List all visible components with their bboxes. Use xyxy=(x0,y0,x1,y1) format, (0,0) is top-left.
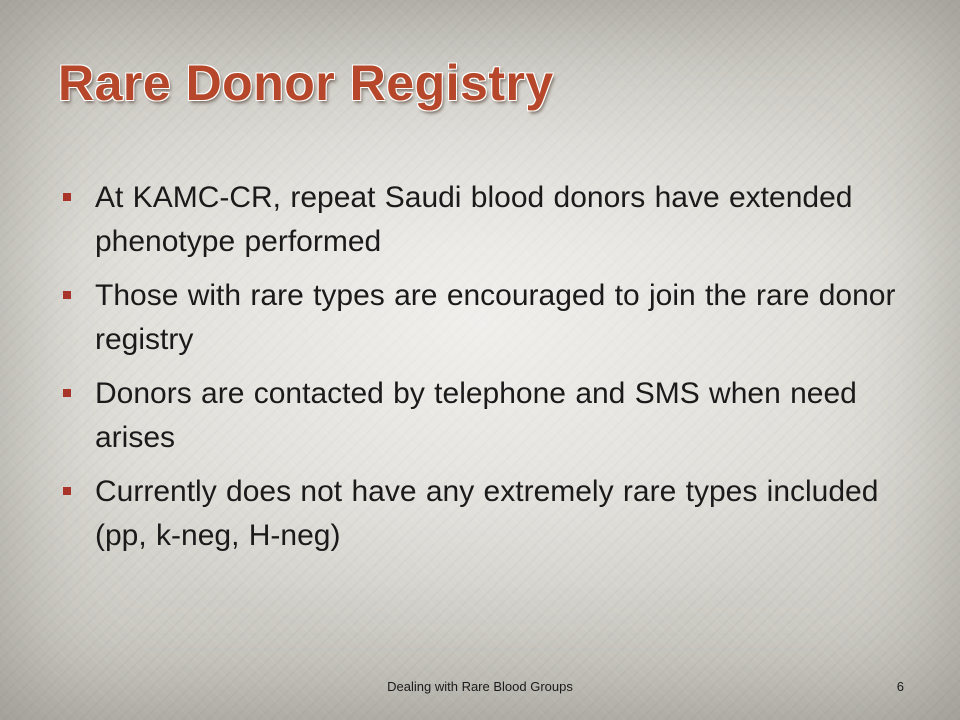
square-bullet-icon xyxy=(63,193,71,201)
bullet-list xyxy=(60,176,910,568)
bullet-text: Donors are contacted by telephone and SMS when need arises xyxy=(95,377,857,454)
bullet-text: Currently does not have any extremely rare types included (pp, k-neg, H-neg) xyxy=(95,475,879,552)
slide-footer: Dealing with Rare Blood Groups xyxy=(387,679,573,694)
bullet-item xyxy=(60,470,910,558)
square-bullet-icon xyxy=(63,487,71,495)
bullet-item xyxy=(60,372,910,460)
bullet-item xyxy=(60,274,910,362)
bullet-text: Those with rare types are encouraged to join the rare donor registry xyxy=(95,279,896,356)
bullet-text: At KAMC-CR, repeat Saudi blood donors have extended phenotype performed xyxy=(95,181,853,258)
slide-title: Rare Donor Registry xyxy=(58,55,554,111)
square-bullet-icon xyxy=(63,291,71,299)
bullet-item xyxy=(60,176,910,264)
page-number: 6 xyxy=(896,679,904,694)
square-bullet-icon xyxy=(63,389,71,397)
